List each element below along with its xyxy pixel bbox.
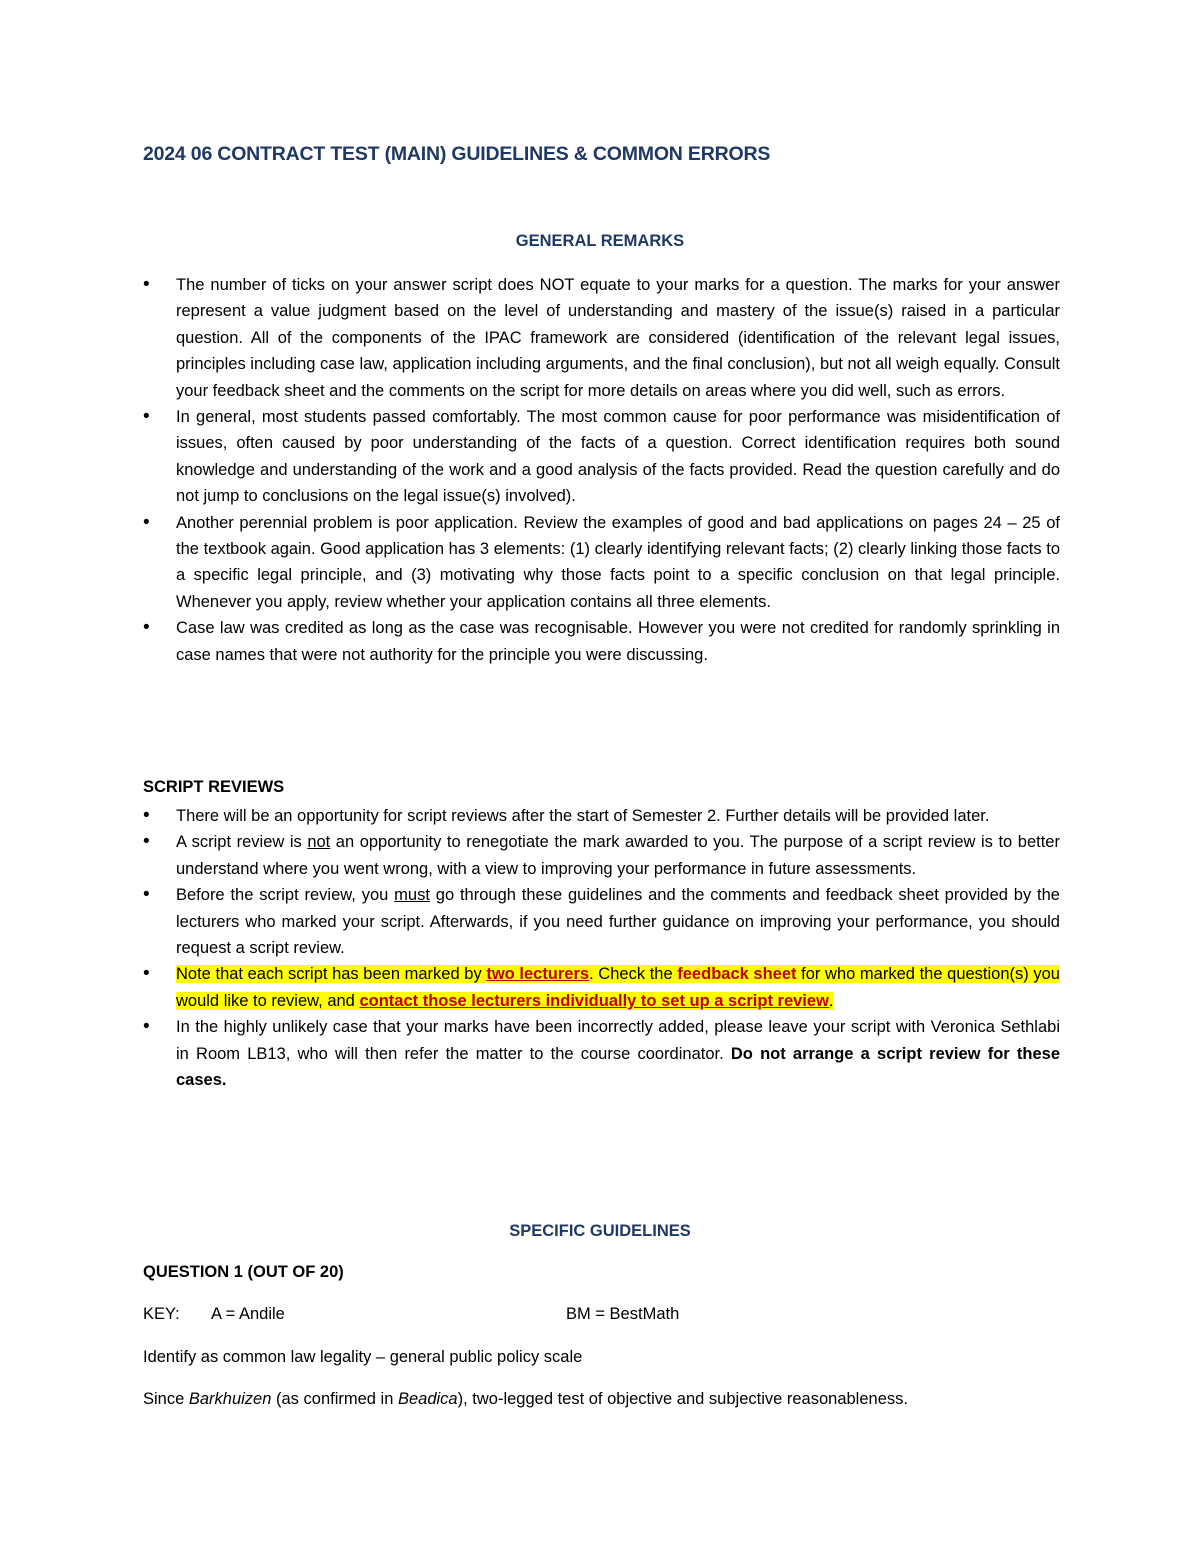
text-segment: A script review is bbox=[176, 833, 308, 852]
case-barkhuizen: Barkhuizen bbox=[188, 1390, 272, 1408]
text-segment: for who marked the question(s) you would like to review, and bbox=[176, 965, 1060, 1010]
document-title: 2024 06 CONTRACT TEST (MAIN) GUIDELINES & COMMON ERRORS bbox=[143, 143, 771, 165]
script-review-item bbox=[143, 1014, 1060, 1093]
text-segment: In the highly unlikely case that your marks have been incorrectly added, please leave your script with Veronica Sethlabi in Room LB13, who will then refer the matter to the course coordinator. bbox=[176, 1018, 1060, 1063]
general-remark-item: • The number of ticks on your answer script does NOT equate to your marks for a question. The marks for your answer represent a value judgment based on the level of understanding and mastery of the issue(s) raised in a particular question. All of the components of the IPAC framework are considered (identification of the relevant legal issues, principles including case law, application including arguments, and the final conclusion), but not all weigh equally. Consult your feedback sheet and the comments on the script for more details on areas where you did well, such as errors. bbox=[143, 272, 1060, 404]
script-review-item: • There will be an opportunity for script reviews after the start of Semester 2. Further details will be provided later. bbox=[143, 803, 1060, 829]
text-segment: an opportunity to renegotiate the mark awarded to you. The purpose of a script review is to better understand where you went wrong, with a view to improving your performance in future assessments. bbox=[176, 833, 1060, 878]
text-segment: . bbox=[828, 991, 834, 1010]
bold-instruction: Do not arrange a script review for these cases. bbox=[176, 1044, 1061, 1090]
general-remark-item: • Case law was credited as long as the case was recognisable. However you were not credited for randomly sprinkling in case names that were not authority for the principle you were discussing. bbox=[143, 615, 1060, 668]
text-segment: (as confirmed in bbox=[271, 1390, 398, 1408]
general-remark-item: • In general, most students passed comfortably. The most common cause for poor performance was misidentification of issues, often caused by poor understanding of the facts of a question. Correct identification requires both sound knowledge and understanding of the work and a good analysis of the facts provided. Read the question carefully and do not jump to conclusions on the legal issue(s) involved). bbox=[143, 404, 1060, 510]
test-line bbox=[143, 1390, 908, 1409]
script-reviews-heading: SCRIPT REVIEWS bbox=[143, 778, 285, 796]
question-1-heading: QUESTION 1 (OUT OF 20) bbox=[143, 1263, 344, 1281]
text-segment: go through these guidelines and the comments and feedback sheet provided by the lecturers who marked your script. Afterwards, if you need further guidance on improving your performance, you should request a script review. bbox=[176, 886, 1060, 958]
feedback-sheet-emphasis: feedback sheet bbox=[677, 965, 797, 984]
script-review-item-highlighted bbox=[143, 961, 1060, 1014]
script-review-item bbox=[143, 829, 1060, 882]
emphasis-not: not bbox=[307, 833, 331, 852]
script-reviews-list bbox=[143, 803, 1060, 1093]
general-remarks-heading: GENERAL REMARKS bbox=[515, 232, 685, 250]
key-bestmath: BM = BestMath bbox=[566, 1305, 680, 1323]
emphasis-must: must bbox=[394, 886, 430, 905]
contact-lecturers-emphasis: contact those lecturers individually to set up a script review bbox=[359, 991, 829, 1010]
script-review-item bbox=[143, 882, 1060, 961]
text-segment: . Check the bbox=[589, 965, 678, 984]
identify-line: Identify as common law legality – general public policy scale bbox=[143, 1348, 583, 1366]
key-label: KEY: bbox=[143, 1305, 180, 1323]
key-andile: A = Andile bbox=[211, 1305, 285, 1323]
text-segment: Note that each script has been marked by bbox=[176, 965, 487, 984]
case-beadica: Beadica bbox=[397, 1390, 458, 1408]
general-remark-item: • Another perennial problem is poor application. Review the examples of good and bad applications on pages 24 – 25 of the textbook again. Good application has 3 elements: (1) clearly identifying relevant facts; (2) clearly linking those facts to a specific legal principle, and (3) motivating why those facts point to a specific conclusion on that legal principle. Whenever you apply, review whether your application contains all three elements. bbox=[143, 510, 1060, 616]
two-lecturers-emphasis: two lecturers bbox=[486, 965, 590, 984]
text-segment: Before the script review, you bbox=[176, 886, 395, 905]
general-remarks-list bbox=[143, 272, 1060, 668]
text-segment: ), two-legged test of objective and subjective reasonableness. bbox=[457, 1390, 908, 1408]
text-segment: Since bbox=[143, 1390, 189, 1408]
specific-guidelines-heading: SPECIFIC GUIDELINES bbox=[509, 1222, 691, 1240]
